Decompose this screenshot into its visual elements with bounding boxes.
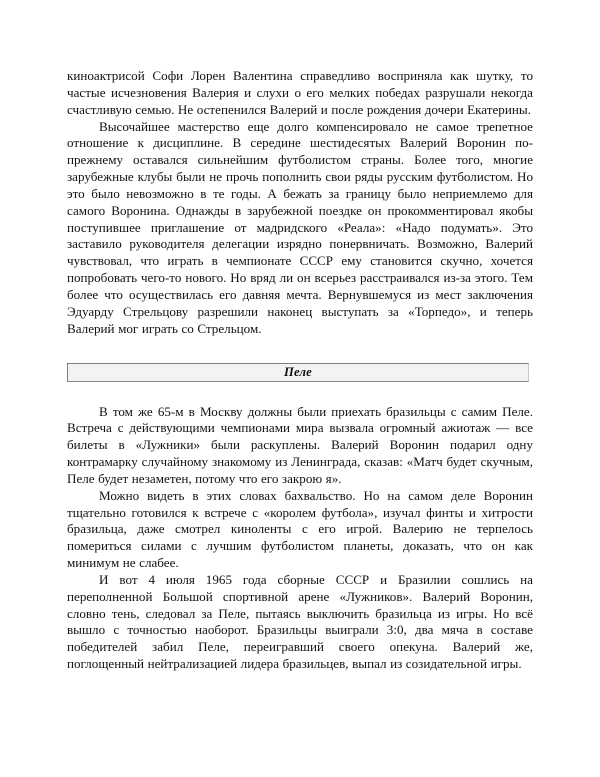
spacer-before-heading (67, 338, 533, 351)
paragraph-preparation: Можно видеть в этих словах бахвальство. Но на самом деле Воронин тщательно готовился к встрече с «королем футбола», изучал финты и хитрости бразильца, даже смотрел киноленты с его игрой. Валерию не терпелось помериться силами с лучшим футболистом планеты, доказать, что он как минимум не слабее. (67, 487, 533, 571)
page-content (67, 68, 533, 673)
section-heading-label: Пеле (284, 364, 312, 379)
paragraph-match-result: И вот 4 июля 1965 года сборные СССР и Бразилии сошлись на переполненной Большой спортивной арене «Лужников». Валерий Воронин, словно тень, следовал за Пеле, пытаясь выключить бразильца из игры. Но всё вышло с точностью наоборот. Бразильцы выиграли 3:0, два мяча в составе победителей забил Пеле, переигравший своего опекуна. Валерий же, поглощенный нейтрализацией лидера бразильцев, выпал из созидательной игры. (67, 571, 533, 672)
spacer-after-heading (67, 382, 533, 404)
paragraph-brazilians-arrive: В том же 65-м в Москву должны были приехать бразильцы с самим Пеле. Встреча с действующими чемпионами мира вызвала огромный ажиотаж — все билеты в «Лужники» были раскуплены. Валерий Воронин подарил одну контрамарку случайному знакомому из Ленинграда, сказав: «Матч будет скучным, Пеле будет незаметен, потому что его закрою я». (67, 403, 533, 486)
section-heading-pele (67, 363, 529, 382)
paragraph-mastery: Высочайшее мастерство еще долго компенсировало не самое трепетное отношение к дисциплине. В середине шестидесятых Валерий Воронин по-прежнему оставался сильнейшим футболистом страны. Более того, многие зарубежные клубы были не прочь пополнить свои ряды русским футболистом. Но это было невозможно в те годы. А бежать за границу было неприемлемо для самого Воронина. Однажды в зарубежной поездке он прокомментировал якобы поступившее приглашение от мадридского «Реала»: «Надо подумать». Это заставило руководителя делегации изрядно понервничать. Возможно, Валерий чувствовал, что играть в чемпионате СССР ему становится скучно, хочется попробовать чего-то нового. Но вряд ли он всерьез расстраивался из-за этого. Тем более что осуществилась его давняя мечта. Вернувшемуся из мест заключения Эдуарду Стрельцову разрешили наконец выступать за «Торпедо», и теперь Валерий мог играть со Стрельцом. (67, 118, 533, 336)
paragraph-continuation: киноактрисой Софи Лорен Валентина справедливо восприняла как шутку, то частые исчезновения Валерия и слухи о его мелких победах разрушали некогда счастливую семью. Не остепенился Валерий и после рождения дочери Екатерины. (67, 68, 533, 117)
